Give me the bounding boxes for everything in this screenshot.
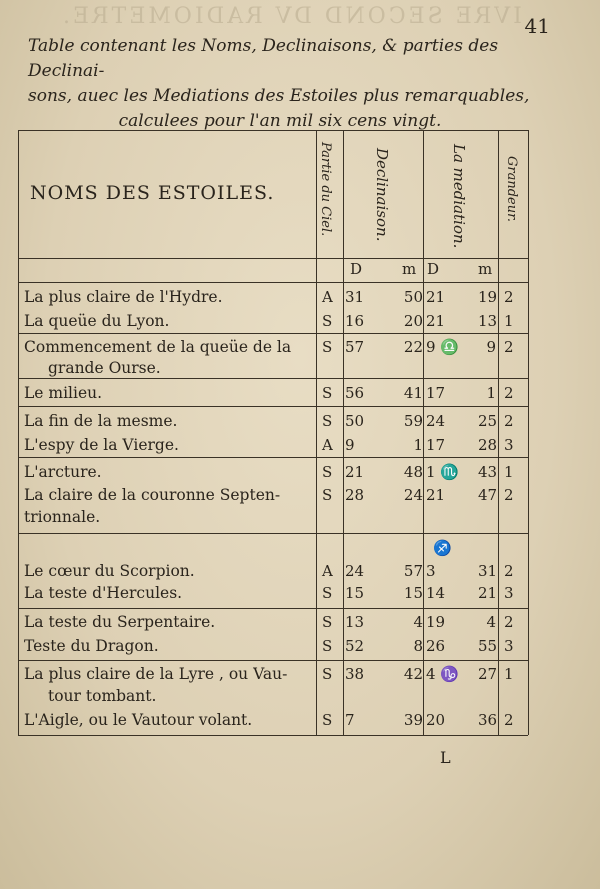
table-row: L'arcture. [24, 463, 102, 481]
table-row: La plus claire de l'Hydre. [24, 288, 223, 306]
table-row: La queüe du Lyon. [24, 312, 170, 330]
table-row: La teste d'Hercules. [24, 584, 183, 602]
table-row: L'Aigle, ou le Vautour volant. [24, 711, 253, 729]
declination-minutes-label: m [402, 260, 417, 278]
table-row: Teste du Dragon. [24, 637, 159, 655]
show-through-text: IVRE SECOND DV RADIOMETRE. [60, 4, 522, 29]
mediation-minutes-label: m [478, 260, 493, 278]
sign-sagittarius: ♐ [433, 539, 452, 557]
table-row: Commencement de la queüe de la [24, 338, 292, 356]
table-row: La plus claire de la Lyre , ou Vau- [24, 665, 288, 683]
table-row: La claire de la couronne Septen- [24, 486, 281, 504]
part-column-header: Partie du Ciel. [318, 142, 333, 237]
page-number: 41 [524, 14, 550, 38]
page-title [20, 34, 540, 134]
title-line-1: Table contenant les Noms, Declinaisons, & parties des Declinai- [28, 36, 499, 81]
signature-mark: L [440, 748, 451, 767]
table-row: Le cœur du Scorpion. [24, 562, 195, 580]
names-column-header: NOMS DES ESTOILES. [30, 182, 275, 204]
declination-degrees-label: D [350, 260, 363, 278]
mediation-column-header: La mediation. [450, 144, 468, 249]
table-row: La fin de la mesme. [24, 412, 178, 430]
declination-column-header: Declinaison. [373, 148, 391, 242]
table-row: Le milieu. [24, 384, 103, 402]
table-row: L'espy de la Vierge. [24, 436, 179, 454]
title-line-2: sons, auec les Mediations des Estoiles plus remarquables, [28, 86, 530, 106]
magnitude-column-header: Grandeur. [504, 156, 519, 223]
table-row: La teste du Serpentaire. [24, 613, 216, 631]
mediation-degrees-label: D [427, 260, 440, 278]
title-line-3: calculees pour l'an mil six cens vingt. [118, 111, 442, 131]
star-table: NOMS DES ESTOILES. Partie du Ciel. Declinaison. La mediation. Grandeur. D m D m ♐ La plus claire de l'Hydre. A 31 50 21 19 2 La queüe du Lyon. S 16 20 21 13 1 Commencement de la queüe de la grande Ourse. S 57 22 9 ♎ 9 2 Le milieu. S 56 41 17 1 2 La fin de la mesme. S 50 59 24 25 2 L'espy de la Vierge. A 9 1 17 28 3 L'arcture. S 21 48 1 ♏ 43 1 La claire de la couronne Septen- trionnale. S 28 24 21 47 2 Le cœur du Scorpion. A 24 57 3 31 2 La teste d'Hercules. S 15 15 14 21 3 La teste du Serpentaire. S 13 4 19 4 2 Teste du Dragon. S 52 8 26 55 3 La plus claire de la Lyre , ou Vau- tour tombant. S 38 42 4 ♑ 27 1 L'Aigle, ou le Vautour volant. S 7 39 20 36 2 [18, 130, 528, 740]
